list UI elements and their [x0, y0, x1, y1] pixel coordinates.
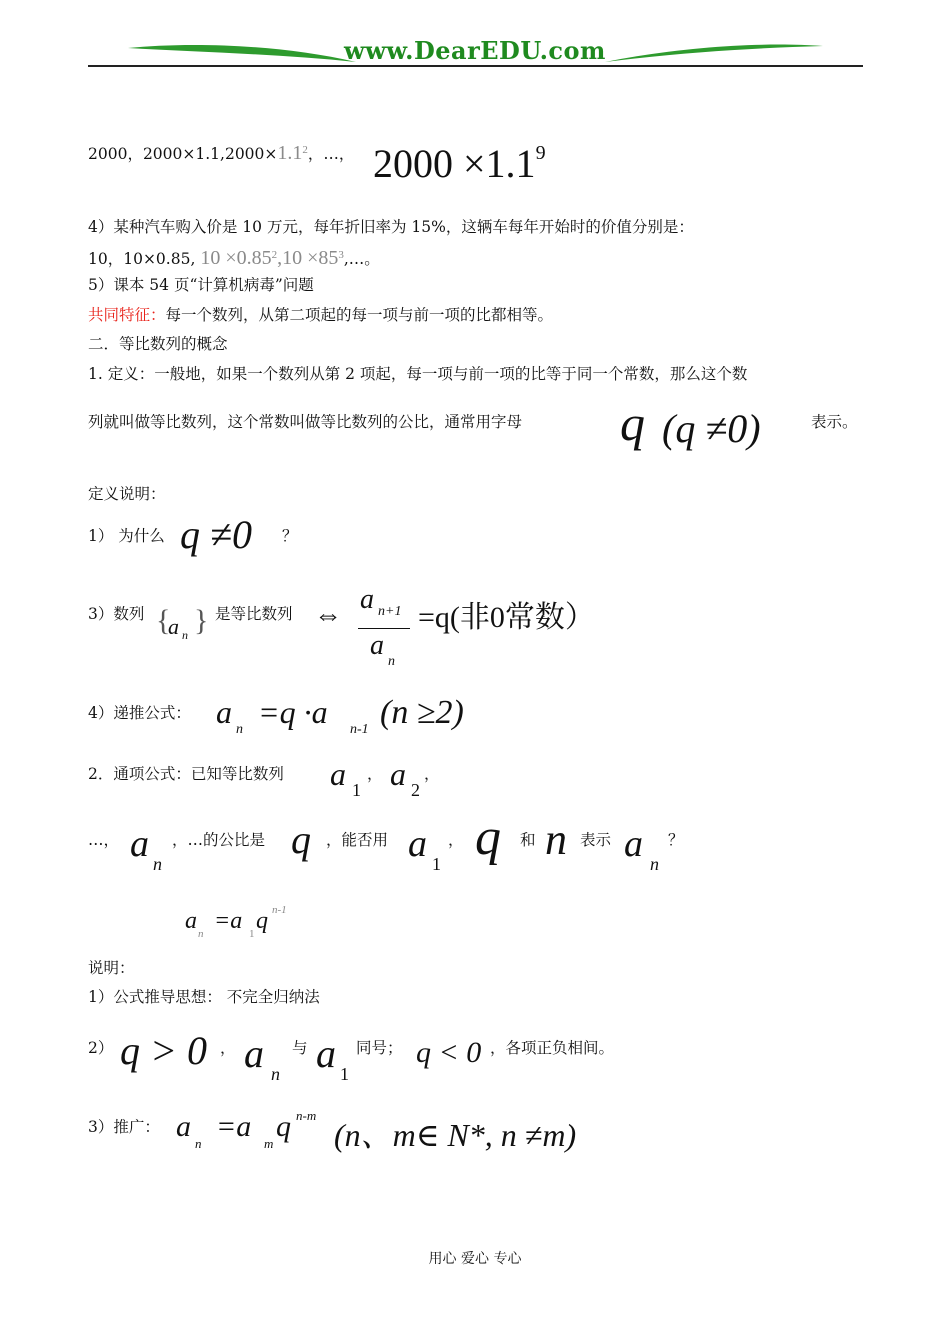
math-condition: (n、m∈ N*, n ≠m)	[334, 1117, 577, 1153]
text: ，能否用	[326, 831, 389, 849]
math-sub: 1	[340, 1064, 349, 1084]
math-sub: m	[264, 1136, 274, 1151]
text: …，	[88, 831, 120, 849]
line-sequence-example	[88, 140, 354, 164]
definition-notes-heading: 定义说明：	[88, 485, 166, 503]
text: 是等比数列	[215, 605, 293, 623]
brace-open: {	[156, 604, 171, 637]
text: 同号；	[356, 1039, 403, 1057]
math-sub: n	[236, 722, 243, 737]
common-feature	[88, 305, 553, 325]
math-sub: n	[388, 654, 395, 669]
math-q-gt-0: q > 0	[120, 1028, 207, 1073]
math-a: a	[408, 823, 427, 865]
math-q-neq-0: q ≠0	[180, 512, 252, 557]
math-sup: 2	[271, 249, 278, 261]
math-sup: 2	[302, 144, 308, 156]
math-a: a	[330, 756, 346, 792]
text: 与	[292, 1039, 308, 1057]
math: 10 ×0.85	[200, 247, 272, 270]
math-q-neq-0: (q ≠0)	[662, 406, 761, 451]
math-sub: 1	[432, 854, 441, 874]
math-q-large: q	[475, 809, 501, 866]
math-sub: n	[271, 1064, 280, 1084]
math-a: a	[624, 823, 643, 865]
math-a: a	[168, 614, 179, 639]
math-sup: 3	[338, 249, 344, 261]
text: ,…。	[343, 250, 380, 269]
text: 2）	[88, 1039, 114, 1057]
math-sub: 2	[411, 780, 420, 800]
note-3-generalization: 3）推广：	[88, 1118, 160, 1136]
text: ，…的公比是	[172, 831, 266, 849]
definition-line-1: 1. 定义：一般地，如果一个数列从第 2 项起，每一项与前一项的比等于同一个常数，那么这个数	[88, 365, 748, 383]
math-a: a	[390, 756, 406, 792]
text: ，	[448, 831, 464, 849]
text: ？	[282, 527, 298, 545]
text: 表示。	[811, 413, 858, 431]
item-5-virus: 5）课本 54 页“计算机病毒”问题	[88, 276, 314, 294]
math: 2000 ×1.1	[373, 141, 536, 186]
text: ？	[668, 831, 684, 849]
math: =a	[216, 1110, 252, 1143]
note-4-recurrence: 4）递推公式：	[88, 704, 191, 722]
math-n-geq-2: (n ≥2)	[380, 694, 464, 731]
text: ，各项正负相间。	[490, 1039, 615, 1057]
common-feature-label: 共同特征：	[88, 306, 166, 324]
math-sub: n-1	[350, 722, 369, 737]
math-q-lt-0: q < 0	[416, 1036, 482, 1069]
line-depreciation-values	[88, 245, 380, 269]
math-sub: 1	[352, 780, 361, 800]
math-a: a	[370, 630, 384, 661]
fraction-bar	[358, 628, 410, 629]
math-sup: n-m	[296, 1108, 317, 1123]
math: ,10 ×85	[277, 247, 339, 270]
math-a: a	[185, 908, 197, 934]
note-1-why: 1） 为什么	[88, 527, 165, 545]
math-sub: n	[182, 628, 188, 642]
text: ，…，	[307, 145, 355, 164]
math-sub: 1	[249, 928, 255, 940]
logo-text[interactable]: www.DearEDU.com	[344, 36, 606, 65]
note-1-derivation: 1）公式推导思想： 不完全归纳法	[88, 988, 320, 1006]
math-sub: n	[198, 928, 204, 940]
math: 1.1	[277, 142, 303, 165]
text: ，	[367, 765, 383, 783]
common-feature-text: 每一个数列，从第二项起的每一项与前一项的比都相等。	[165, 306, 554, 324]
footer-text: 用心 爱心 专心	[428, 1251, 522, 1267]
note-3-label: 3）数列	[88, 605, 145, 623]
math-a: a	[360, 584, 374, 615]
math-iff: ⇔	[314, 600, 342, 631]
math-a: a	[244, 1031, 264, 1076]
math-a: a	[130, 823, 149, 865]
header-rule	[88, 65, 863, 67]
text: ，	[220, 1039, 236, 1057]
text: 2000，2000×1.1,2000×	[88, 145, 278, 164]
math-a: a	[176, 1110, 191, 1143]
notes-heading: 说明：	[88, 959, 135, 977]
general-term-heading: 2．通项公式：已知等比数列	[88, 765, 284, 783]
math-ratio-eq-q: =q(非0常数）	[418, 601, 595, 634]
section-heading-concept: 二．等比数列的概念	[88, 335, 228, 353]
math-a: a	[316, 1031, 336, 1076]
math-a: a	[216, 694, 232, 730]
math-sup: 9	[535, 142, 546, 164]
brace-close: }	[194, 604, 209, 637]
definition-line-2: 列就叫做等比数列，这个常数叫做等比数列的公比，通常用字母	[88, 413, 523, 431]
math-q: q	[256, 908, 268, 934]
math-sup: n-1	[272, 904, 287, 916]
math-sub: n	[650, 854, 659, 874]
math-n: n	[545, 815, 567, 864]
text: 10，10×0.85,	[88, 250, 196, 269]
math-sub: n	[195, 1136, 202, 1151]
text: 和	[520, 831, 536, 849]
math-q-large: q	[620, 395, 645, 451]
text: ，	[424, 765, 440, 783]
math-2000-times-1-1-pow-9	[373, 128, 546, 189]
math-q: q	[291, 817, 311, 862]
math-sub: n+1	[378, 604, 402, 619]
math-q: q	[276, 1110, 291, 1143]
item-4-car-depreciation: 4）某种汽车购入价是 10 万元，每年折旧率为 15%，这辆车每年开始时的价值分别是：	[88, 218, 694, 236]
math-sub: n	[153, 854, 162, 874]
math: =a	[214, 908, 243, 934]
text: 表示	[580, 831, 612, 849]
math: =q ·a	[258, 694, 328, 730]
